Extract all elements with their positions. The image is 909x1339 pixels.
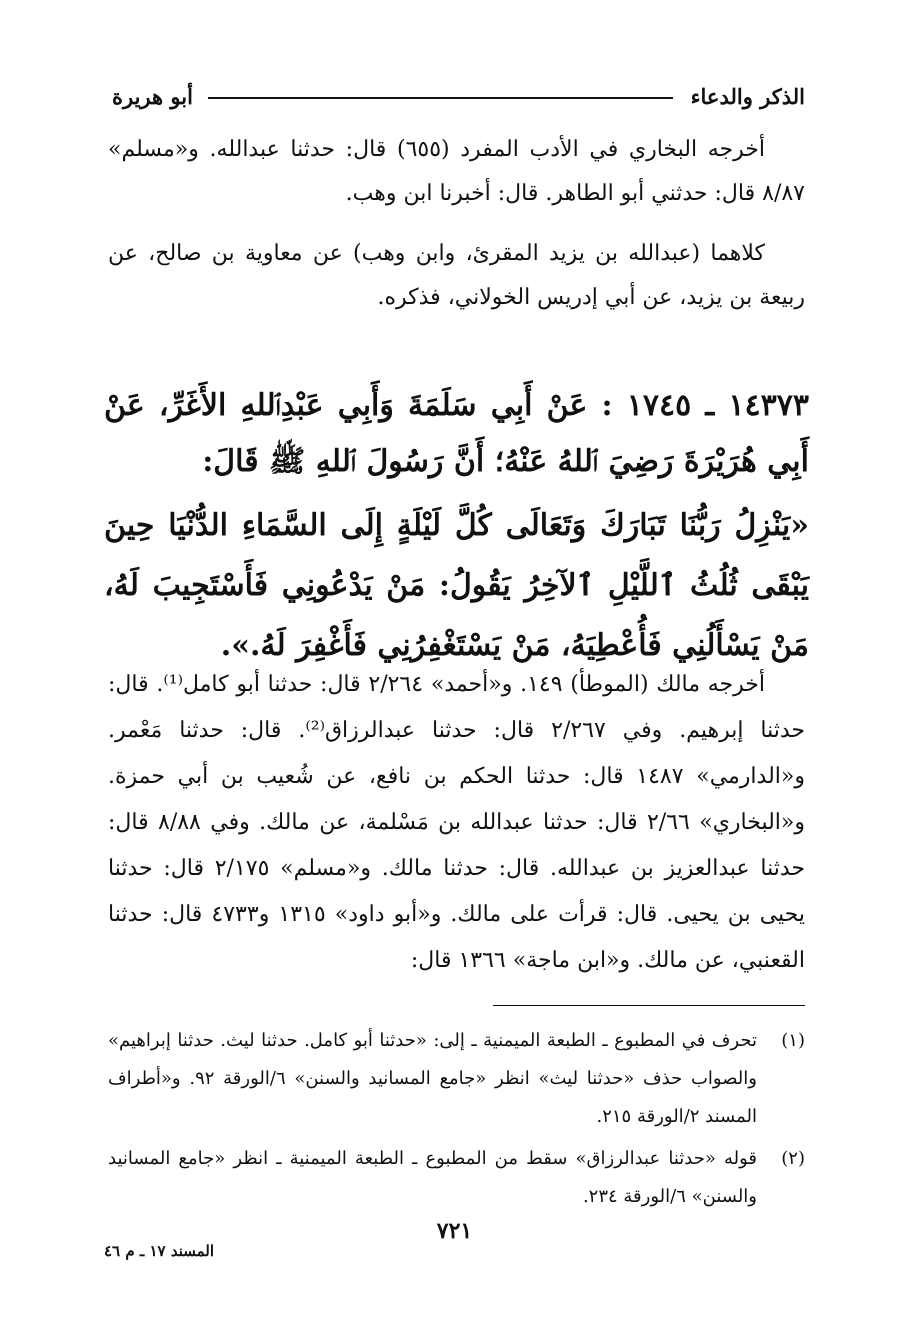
hadith-block [104, 378, 809, 676]
hadith-isnad: ١٤٣٧٣ ـ ١٧٤٥ : عَنْ أَبِي سَلَمَةَ وَأَبِي عَبْدِٱللهِ الأَغَرِّ، عَنْ أَبِي هُرَيْرَةَ رَضِيَ ٱللهُ عَنْهُ؛ أَنَّ رَسُولَ ٱللهِ ﷺ قَالَ: [104, 388, 809, 479]
hadith-matn: «يَنْزِلُ رَبُّنَا تَبَارَكَ وَتَعَالَى كُلَّ لَيْلَةٍ إِلَى السَّمَاءِ الدُّنْيَا حِينَ يَبْقَى ثُلُثُ ٱللَّيْلِ ٱلآخِرُ يَقُولُ: مَنْ يَدْعُونِي فَأَسْتَجِيبَ لَهُ، مَنْ يَسْأَلُنِي فَأُعْطِيَهُ، مَنْ يَسْتَغْفِرُنِي فَأَغْفِرَ لَهُ.». [104, 508, 809, 663]
footnote-1 [108, 1022, 805, 1136]
header-narrator: أبو هريرة [112, 84, 193, 109]
header-chapter-title: الذكر والدعاء [690, 84, 805, 109]
footnote-2-number: (٢) [781, 1148, 805, 1169]
running-header [112, 82, 805, 116]
footnote-separator [493, 1005, 805, 1006]
intro-paragraph-1 [108, 128, 805, 216]
footnote-1-number: (١) [781, 1030, 805, 1051]
header-rule [208, 97, 673, 99]
intro-paragraph-2-text: كلاهما (عبدالله بن يزيد المقرئ، وابن وهب) عن معاوية بن صالح، عن ربيعة بن يزيد، عن أبي إدريس الخولاني، فذكره. [108, 241, 805, 310]
takhrij-paragraph [108, 662, 805, 984]
takhrij-text: أخرجه مالك (الموطأ) ١٤٩. و«أحمد» ٢/٢٦٤ قال: حدثنا أبو كامل⁽¹⁾. قال: حدثنا إبرهيم. وفي ٢/٢٦٧ قال: حدثنا عبدالرزاق⁽²⁾. قال: حدثنا مَعْمر. و«الدارمي» ١٤٨٧ قال: حدثنا الحكم بن نافع، عن شُعيب بن أبي حمزة. و«البخاري» ٢/٦٦ قال: حدثنا عبدالله بن مَسْلمة، عن مالك. وفي ٨/٨٨ قال: حدثنا عبدالعزيز بن عبدالله. قال: حدثنا مالك. و«مسلم» ٢/١٧٥ قال: حدثنا يحيى بن يحيى. قال: قرأت على مالك. و«أبو داود» ١٣١٥ و٤٧٣٣ قال: حدثنا القعنبي، عن مالك. و«ابن ماجة» ١٣٦٦ قال: [108, 672, 806, 973]
footnote-2-text: قوله «حدثنا عبدالرزاق» سقط من المطبوع ـ الطبعة الميمنية ـ انظر «جامع المسانيد والسنن» ٦/الورقة ٢٣٤. [108, 1148, 757, 1207]
footnote-2 [108, 1140, 805, 1216]
page-number: ٧٢١ [436, 1218, 473, 1244]
footnote-1-text: تحرف في المطبوع ـ الطبعة الميمنية ـ إلى: «حدثنا أبو كامل. حدثنا ليث. حدثنا إبراهيم» والصواب حذف «حدثنا ليث» انظر «جامع المسانيد والسنن» ٦/الورقة ٩٢. و«أطراف المسند ٢/الورقة ٢١٥. [108, 1030, 757, 1127]
footnotes [108, 1022, 805, 1220]
intro-paragraph-2 [108, 232, 805, 320]
printer-signature: المسند ١٧ ـ م ٤٦ [104, 1242, 215, 1260]
intro-paragraph-1-text: أخرجه البخاري في الأدب المفرد (٦٥٥) قال: حدثنا عبدالله. و«مسلم» ٨/٨٧ قال: حدثني أبو الطاهر. قال: أخبرنا ابن وهب. [108, 137, 805, 206]
